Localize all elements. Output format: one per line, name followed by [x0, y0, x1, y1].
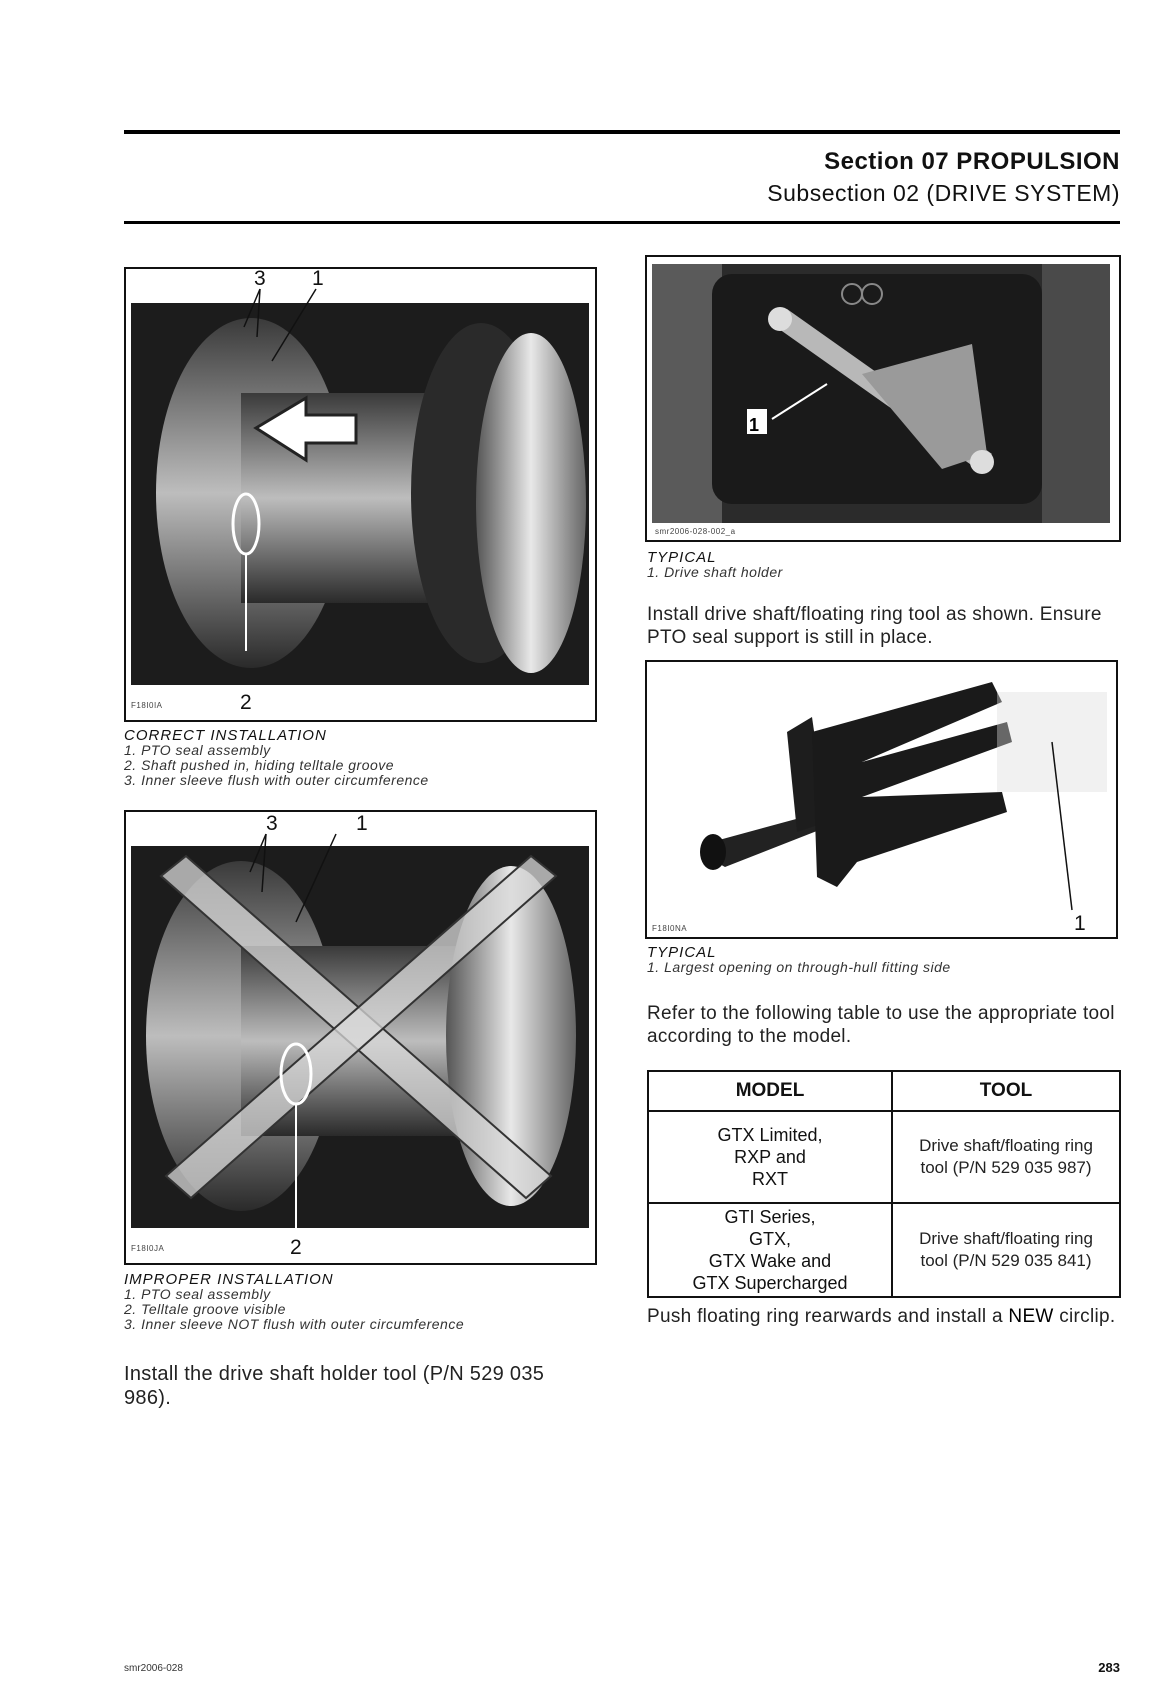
caption-improper-installation: [124, 1272, 594, 1332]
callout-leader-tool: [647, 662, 1116, 937]
callout-2: 2: [240, 691, 252, 714]
caption-item: 2. Shaft pushed in, hiding telltale groove: [124, 757, 395, 773]
figure-floating-ring-tool: [645, 660, 1118, 939]
callout-1: 1: [356, 812, 368, 835]
callout-1: 1: [1074, 912, 1086, 935]
figure-correct-installation: [124, 267, 597, 722]
table-cell-model: GTI Series, GTX, GTX Wake and GTX Supercharged: [648, 1203, 892, 1297]
new-emphasis: NEW: [1008, 1306, 1054, 1327]
figure-code: F18I0JA: [131, 1244, 165, 1253]
callout-2: 2: [290, 1236, 302, 1259]
section-title: Section 07 PROPULSION: [824, 148, 1120, 175]
caption-item: 1. PTO seal assembly: [124, 742, 271, 758]
table-cell-tool: Drive shaft/floating ring tool (P/N 529 035 841): [892, 1203, 1120, 1297]
caption-drive-shaft-holder: [647, 550, 1117, 580]
footer-document-code: smr2006-028: [124, 1663, 183, 1674]
figure-drive-shaft-holder: [645, 255, 1121, 542]
photo-drive-shaft-holder: [652, 264, 1110, 523]
callout-1: 1: [312, 267, 324, 290]
table-row: [648, 1203, 1120, 1297]
table-header-model: MODEL: [648, 1071, 892, 1111]
paragraph-holder-tool: Install the drive shaft holder tool (P/N 529 035 986).: [124, 1363, 545, 1409]
paragraph-refer-table: Refer to the following table to use the appropriate tool according to the model.: [647, 1003, 1115, 1047]
figure-code: smr2006-028-002_a: [655, 527, 736, 536]
callout-leaders-correct: [126, 269, 595, 720]
caption-title: CORRECT INSTALLATION: [124, 727, 327, 744]
caption-item: 2. Telltale groove visible: [124, 1301, 286, 1317]
figure-code: F18I0NA: [652, 924, 688, 933]
header-bottom-rule: [124, 221, 1120, 224]
caption-correct-installation: [124, 728, 594, 788]
tool-selection-table: [647, 1070, 1121, 1298]
caption-title: TYPICAL: [647, 549, 717, 566]
paragraph-push-ring: Push floating ring rearwards and install a NEW circlip.: [647, 1306, 1116, 1327]
paragraph-install-ring-tool: Install drive shaft/floating ring tool as shown. Ensure PTO seal support is still in place.: [647, 604, 1102, 648]
table-cell-model: GTX Limited, RXP and RXT: [648, 1111, 892, 1203]
caption-item: 1. PTO seal assembly: [124, 1286, 271, 1302]
caption-item: 3. Inner sleeve NOT flush with outer circumference: [124, 1316, 465, 1332]
table-cell-tool: Drive shaft/floating ring tool (P/N 529 035 987): [892, 1111, 1120, 1203]
table-row: [648, 1111, 1120, 1203]
caption-title: TYPICAL: [647, 944, 717, 961]
callout-3: 3: [254, 267, 266, 290]
caption-title: IMPROPER INSTALLATION: [124, 1271, 334, 1288]
figure-code: F18I0IA: [131, 701, 163, 710]
caption-floating-ring-tool: [647, 945, 1117, 975]
table-header-tool: TOOL: [892, 1071, 1120, 1111]
figure-improper-installation: [124, 810, 597, 1265]
callout-1: 1: [749, 415, 760, 435]
caption-item: 3. Inner sleeve flush with outer circumference: [124, 772, 429, 788]
callout-leaders-improper: [126, 812, 595, 1263]
table-header-row: [648, 1071, 1120, 1111]
header-top-rule: [124, 130, 1120, 134]
subsection-title: Subsection 02 (DRIVE SYSTEM): [767, 180, 1120, 206]
caption-item: 1. Drive shaft holder: [647, 564, 783, 580]
page-number: 283: [1098, 1660, 1120, 1675]
caption-item: 1. Largest opening on through-hull fitting side: [647, 959, 951, 975]
callout-3: 3: [266, 812, 278, 835]
